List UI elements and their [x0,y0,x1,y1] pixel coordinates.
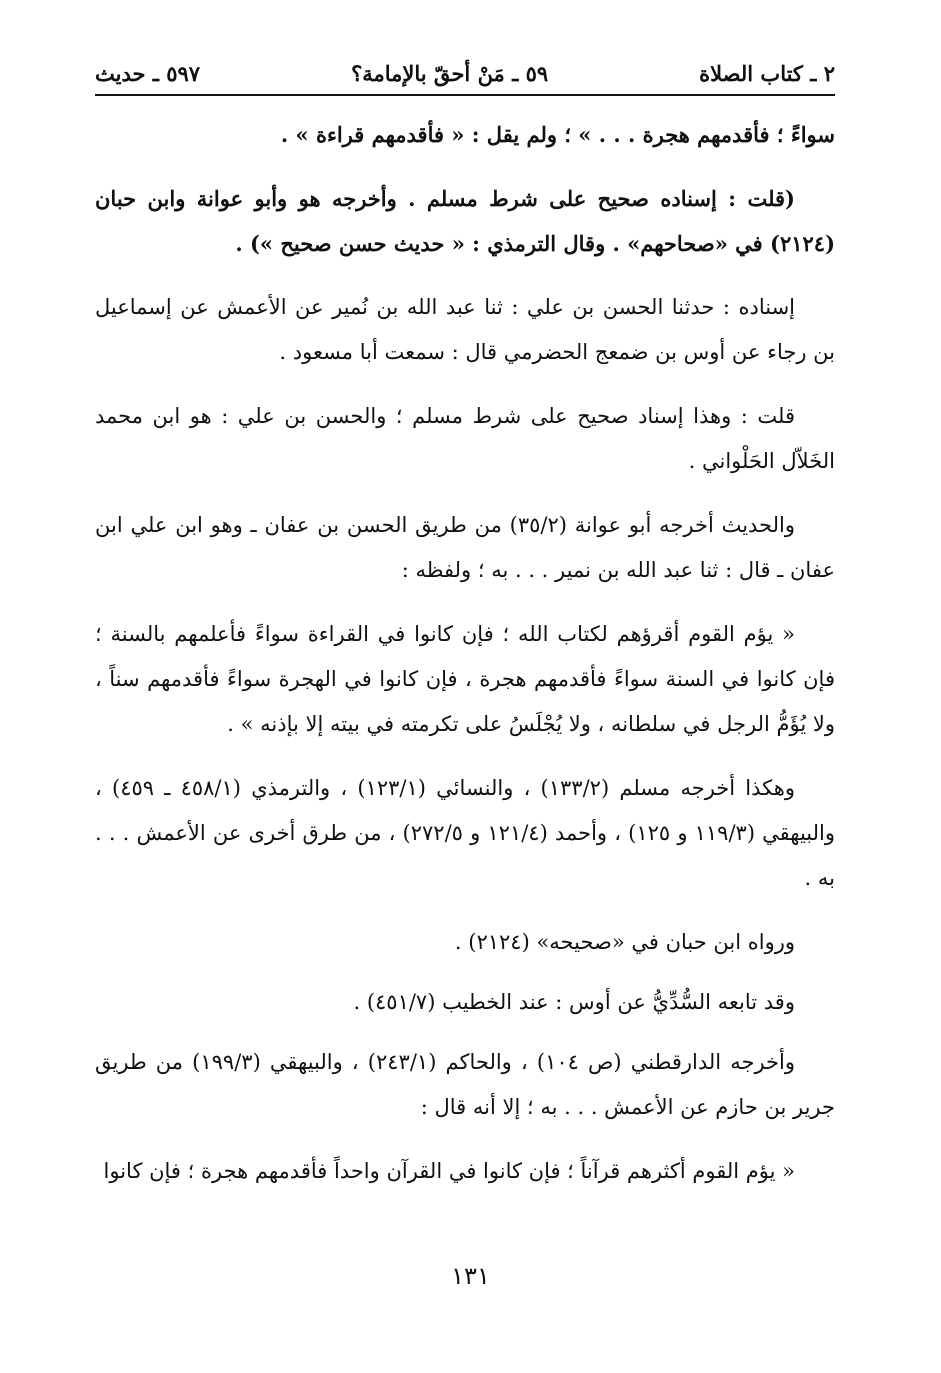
text-paragraph: (قلت : إسناده صحيح على شرط مسلم . وأخرجه هو وأبو عوانة وابن حبان (٢١٢٤) في «صحاحهم» . وقال الترمذي : « حديث حسن صحيح ») . [95,186,835,256]
page-number: ١٣١ [451,1262,490,1290]
text-paragraph: قلت : وهذا إسناد صحيح على شرط مسلم ؛ والحسن بن علي : هو ابن محمد الخَلاّل الحَلْواني . [95,404,835,473]
header-chapter-title: ٥٩ ـ مَنْ أحقّ بالإمامة؟ [351,60,549,86]
text-paragraph: سواءً ؛ فأقدمهم هجرة . . . » ؛ ولم يقل : « فأقدمهم قراءة » . [280,122,835,147]
text-paragraph: ورواه ابن حبان في «صحيحه» (٢١٢٤) . [454,930,795,954]
header-book-title: ٢ ـ كتاب الصلاة [699,60,835,86]
text-paragraph: « يؤم القوم أقرؤهم لكتاب الله ؛ فإن كانوا في القراءة سواءً فأعلمهم بالسنة ؛ فإن كانوا في السنة سواءً فأقدمهم هجرة ، فإن كانوا في الهجرة سواءً فأقدمهم سناً ، ولا يُؤَمُّ الرجل في سلطانه ، ولا يُجْلَسُ على تكرمته في بيته إلا بإذنه » . [95,622,835,736]
page-body [95,112,835,1213]
header-rule [95,94,835,96]
text-paragraph: إسناده : حدثنا الحسن بن علي : ثنا عبد الله بن نُمير عن الأعمش عن إسماعيل بن رجاء عن أوس بن ضمعج الحضرمي قال : سمعت أبا مسعود . [95,295,835,364]
header-hadith-number: ٥٩٧ ـ حديث [95,60,201,86]
text-paragraph: وقد تابعه السُّدِّيُّ عن أوس : عند الخطيب (٤٥١/٧) . [353,990,795,1014]
text-paragraph: وهكذا أخرجه مسلم (١٣٣/٢) ، والنسائي (١٢٣/١) ، والترمذي (٤٥٨/١ ـ ٤٥٩) ، والبيهقي (١١٩/٣ و ١٢٥) ، وأحمد (١٢١/٤ و ٢٧٢/٥) ، من طرق أخرى عن الأعمش . . . به . [95,776,836,890]
running-header [95,56,835,90]
text-paragraph: وأخرجه الدارقطني (ص ١٠٤) ، والحاكم (٢٤٣/١) ، والبيهقي (١٩٩/٣) من طريق جرير بن حازم عن الأعمش . . . به ؛ إلا أنه قال : [95,1050,835,1119]
text-paragraph: « يؤم القوم أكثرهم قرآناً ؛ فإن كانوا في القرآن واحداً فأقدمهم هجرة ؛ فإن كانوا [103,1159,795,1183]
text-paragraph: والحديث أخرجه أبو عوانة (٣٥/٢) من طريق الحسن بن عفان ـ وهو ابن علي ابن عفان ـ قال : ثنا عبد الله بن نمير . . . به ؛ ولفظه : [95,513,835,582]
